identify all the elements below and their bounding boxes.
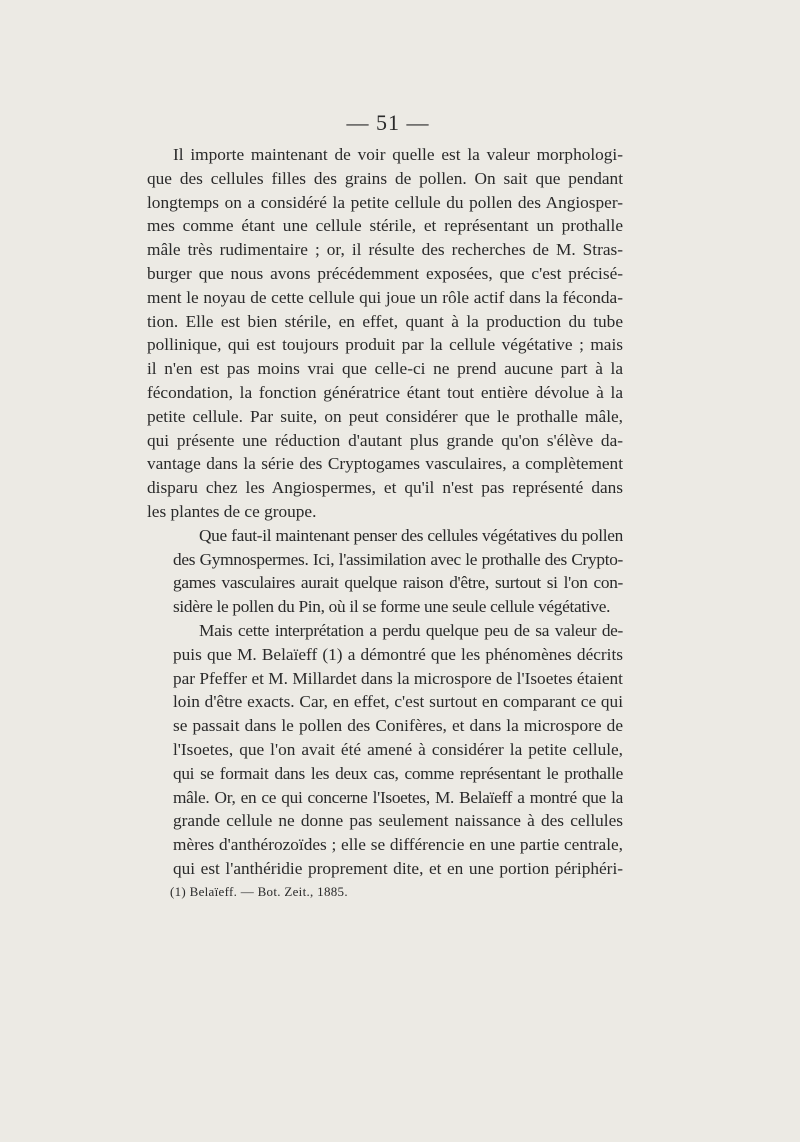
text-line: qui présente une réduction d'autant plus grande qu'on s'élève da-	[147, 430, 623, 450]
text-line: mâle très rudimentaire ; or, il résulte des recherches de M. Stras-	[147, 240, 623, 260]
text-line: Il importe maintenant de voir quelle est la valeur morphologi-	[173, 145, 623, 164]
text-line: l'Isoetes, que l'on avait été amené à considérer la petite cellule,	[173, 739, 623, 759]
text-line: ment le noyau de cette cellule qui joue un rôle actif dans la féconda-	[147, 287, 623, 307]
text-line: par Pfeffer et M. Millardet dans la microspore de l'Isoetes étaient	[173, 668, 623, 688]
text-line: disparu chez les Angiospermes, et qu'il n'est pas représenté dans	[147, 478, 623, 498]
text-line: grande cellule ne donne pas seulement naissance à des cellules	[173, 811, 623, 831]
text-line: qui est l'anthéridie proprement dite, et en une portion périphéri-	[173, 858, 623, 878]
paragraph-2	[147, 524, 623, 619]
text-line: mères d'anthérozoïdes ; elle se différencie en une partie centrale,	[173, 835, 623, 855]
text-line: fécondation, la fonction génératrice étant tout entière dévolue à la	[147, 382, 623, 402]
text-line: loin d'être exacts. Car, en effet, c'est surtout en comparant ce qui	[173, 692, 623, 712]
text-line: les plantes de ce groupe.	[147, 501, 317, 521]
text-line: vantage dans la série des Cryptogames vasculaires, a complètement	[147, 454, 623, 474]
text-line: pollinique, qui est toujours produit par la cellule végétative ; mais	[147, 335, 623, 355]
text-line: se passait dans le pollen des Conifères, et dans la microspore de	[173, 716, 623, 736]
text-line: tion. Elle est bien stérile, en effet, quant à la production du tube	[147, 311, 623, 331]
text-line: que des cellules filles des grains de pollen. On sait que pendant	[147, 168, 623, 188]
paragraph-3	[147, 619, 623, 881]
text-line: puis que M. Belaïeff (1) a démontré que les phénomènes décrits	[173, 644, 623, 664]
text-line: Mais cette interprétation a perdu quelque peu de sa valeur de-	[199, 620, 623, 640]
text-line: qui se formait dans les deux cas, comme représentant le prothalle	[173, 763, 623, 783]
text-line: mâle. Or, en ce qui concerne l'Isoetes, M. Belaïeff a montré que la	[173, 787, 623, 807]
text-line: mes comme étant une cellule stérile, et représentant un prothalle	[147, 216, 623, 236]
text-line: burger que nous avons précédemment exposées, que c'est précisé-	[147, 263, 623, 283]
paragraph-1	[147, 143, 623, 524]
text-line: des Gymnospermes. Ici, l'assimilation avec le prothalle des Crypto-	[173, 549, 623, 569]
text-line: petite cellule. Par suite, on peut considérer que le prothalle mâle,	[147, 406, 623, 426]
text-line: longtemps on a considéré la petite cellule du pollen des Angiosper-	[147, 192, 623, 212]
text-line: il n'en est pas moins vrai que celle-ci ne prend aucune part à la	[147, 359, 623, 379]
footnote: (1) Belaïeff. — Bot. Zeit., 1885.	[170, 884, 348, 899]
text-line: Que faut-il maintenant penser des cellules végétatives du pollen	[199, 525, 623, 545]
body-text	[147, 143, 623, 881]
text-line: sidère le pollen du Pin, où il se forme une seule cellule végétative.	[173, 597, 611, 617]
page-number: — 51 —	[346, 110, 430, 135]
text-line: games vasculaires aurait quelque raison d'être, surtout si l'on con-	[173, 573, 623, 593]
